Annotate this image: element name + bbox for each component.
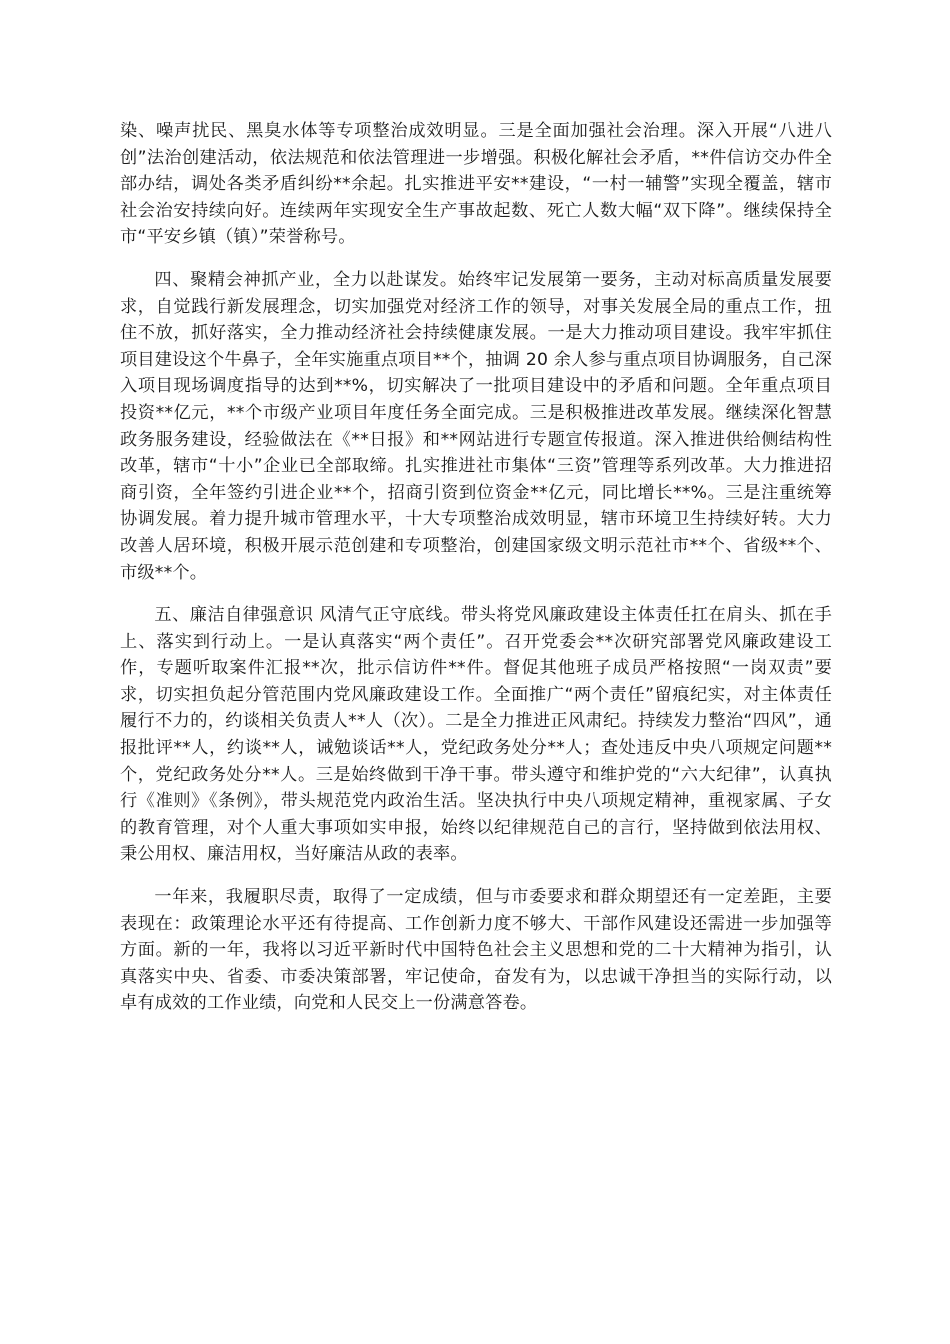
document-body <box>120 118 832 1033</box>
paragraph-industry-development: 四、聚精会神抓产业，全力以赴谋发。始终牢记发展第一要务，主动对标高质量发展要求，自觉践行新发展理念，切实加强党对经济工作的领导，对事关发展全局的重点工作，扭住不放，抓好落实，全力推动经济社会持续健康发展。一是大力推动项目建设。我牢牢抓住项目建设这个牛鼻子，全年实施重点项目**个，抽调 20 余人参与重点项目协调服务，自己深入项目现场调度指导的达到**%，切实解决了一批项目建设中的矛盾和问题。全年重点项目投资**亿元，**个市级产业项目年度任务全面完成。三是积极推进改革发展。继续深化智慧政务服务建设，经验做法在《**日报》和**网站进行专题宣传报道。深入推进供给侧结构性改革，辖市“十小”企业已全部取缔。扎实推进社市集体“三资”管理等系列改革。大力推进招商引资，全年签约引进企业**个，招商引资到位资金**亿元，同比增长**%。三是注重统筹协调发展。着力提升城市管理水平，十大专项整治成效明显，辖市环境卫生持续好转。大力改善人居环境，积极开展示范创建和专项整治，创建国家级文明示范社市**个、省级**个、市级**个。 <box>120 269 832 583</box>
paragraph-social-governance: 染、噪声扰民、黑臭水体等专项整治成效明显。三是全面加强社会治理。深入开展“八进八创”法治创建活动，依法规范和依法管理进一步增强。积极化解社会矛盾，**件信访交办件全部办结，调处各类矛盾纠纷**余起。扎实推进平安**建设，“一村一辅警”实现全覆盖，辖市社会治安持续向好。连续两年实现安全生产事故起数、死亡人数大幅“双下降”。继续保持全市“平安乡镇（镇）”荣誉称号。 <box>120 121 832 248</box>
paragraph-integrity-self-discipline: 五、廉洁自律强意识 风清气正守底线。带头将党风廉政建设主体责任扛在肩头、抓在手上、落实到行动上。一是认真落实“两个责任”。召开党委会**次研究部署党风廉政建设工作，专题听取案件汇报**次，批示信访件**件。督促其他班子成员严格按照“一岗双责”要求，切实担负起分管范围内党风廉政建设工作。全面推广“两个责任”留痕纪实，对主体责任履行不力的，约谈相关负责人**人（次）。二是全力推进正风肃纪。持续发力整治“四风”，通报批评**人，约谈**人，诫勉谈话**人，党纪政务处分**人；查处违反中央八项规定问题**个，党纪政务处分**人。三是始终做到干净干事。带头遵守和维护党的“六大纪律”，认真执行《准则》《条例》，带头规范党内政治生活。坚决执行中央八项规定精神，重视家属、子女的教育管理，对个人重大事项如实申报，始终以纪律规范自己的言行，坚持做到依法用权、秉公用权、廉洁用权，当好廉洁从政的表率。 <box>120 605 832 865</box>
paragraph-summary-outlook: 一年来，我履职尽责，取得了一定成绩，但与市委要求和群众期望还有一定差距，主要表现在：政策理论水平还有待提高、工作创新力度不够大、干部作风建设还需进一步加强等方面。新的一年，我将以习近平新时代中国特色社会主义思想和党的二十大精神为指引，认真落实中央、省委、市委决策部署，牢记使命，奋发有为，以忠诚干净担当的实际行动，以卓有成效的工作业绩，向党和人民交上一份满意答卷。 <box>120 887 832 1014</box>
